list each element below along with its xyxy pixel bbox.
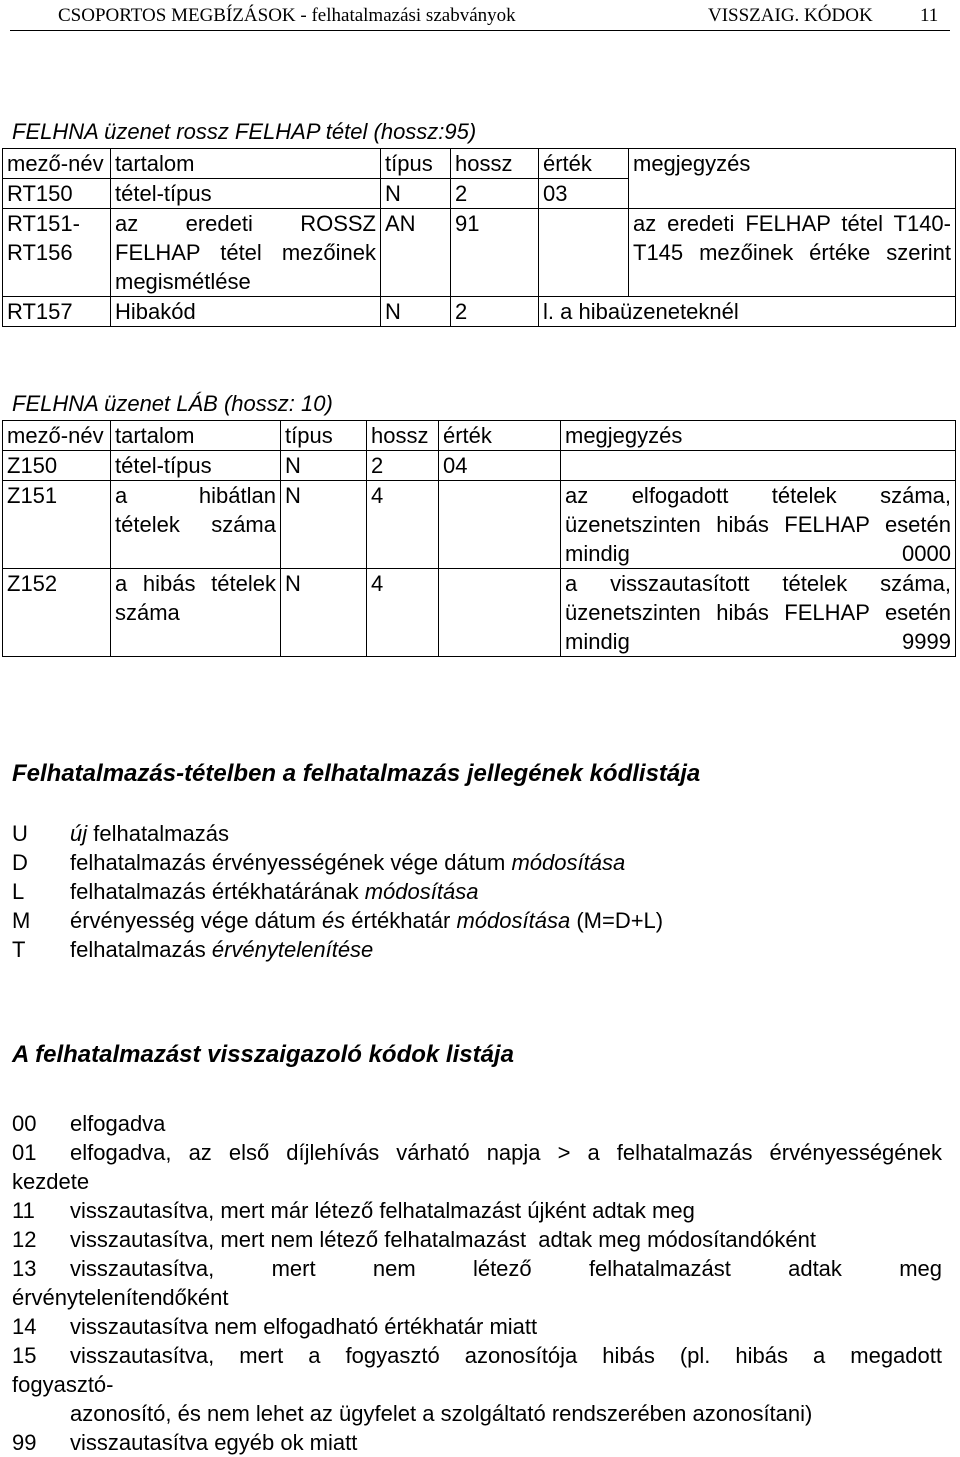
code: 01 — [12, 1140, 37, 1165]
type-code-list — [12, 819, 663, 964]
col-header: megjegyzés — [629, 149, 956, 179]
type-codes-title: Felhatalmazás-tételben a felhatalmazás jellegének kódlistája — [12, 760, 701, 787]
list-item — [12, 1254, 942, 1283]
table2 — [2, 420, 956, 657]
italic-run: módosítása — [364, 879, 479, 904]
table-cell: a hibátlan tételek száma — [111, 481, 281, 569]
list-item — [12, 1109, 942, 1138]
table-cell: N — [281, 451, 367, 481]
table-cell — [561, 451, 956, 481]
table1 — [2, 148, 956, 327]
col-header: mező-név — [3, 149, 111, 179]
table-cell: N — [281, 569, 367, 657]
code: U — [12, 821, 28, 846]
italic-run: új — [70, 821, 88, 846]
table-cell: a hibás tételek száma — [111, 569, 281, 657]
confirm-code-list — [12, 1109, 942, 1457]
table-cell: 2 — [367, 451, 439, 481]
description: visszautasítva, mert már létező felhatalmazást újként adtak meg — [70, 1198, 695, 1223]
col-header: tartalom — [111, 149, 381, 179]
table-cell: N — [381, 179, 451, 209]
header-divider — [10, 30, 950, 31]
code: T — [12, 937, 26, 962]
table-row — [3, 209, 956, 297]
page-number: 11 — [920, 5, 939, 26]
table-cell: tétel-típus — [111, 179, 381, 209]
code: D — [12, 850, 28, 875]
text-run: felhatalmazás — [87, 821, 229, 846]
table-cell: Z151 — [3, 481, 111, 569]
table-cell: az eredeti FELHAP tétel T140-T145 mezőinek értéke szerint — [629, 209, 956, 297]
table-row — [3, 297, 956, 327]
list-item — [12, 935, 663, 964]
text-run: (M=D+L) — [570, 908, 664, 933]
text-run: felhatalmazás érvényességének vége dátum — [70, 850, 512, 875]
description — [70, 819, 229, 848]
table-cell: RT150 — [3, 179, 111, 209]
page-header — [0, 0, 960, 32]
list-item — [12, 819, 663, 848]
code: 11 — [12, 1198, 35, 1223]
col-header: típus — [381, 149, 451, 179]
italic-run: módosítása — [456, 908, 571, 933]
col-header: érték — [439, 421, 561, 451]
description: visszautasítva egyéb ok miatt — [70, 1430, 358, 1455]
list-item — [12, 1312, 942, 1341]
continuation: kezdete — [12, 1169, 90, 1194]
continuation: azonosító, és nem lehet az ügyfelet a szolgáltató rendszerében azonosítani) — [70, 1401, 813, 1426]
code: 15 — [12, 1343, 37, 1368]
table2-title: FELHNA üzenet LÁB (hossz: 10) — [12, 391, 333, 416]
table-cell: 91 — [451, 209, 539, 297]
col-header: tartalom — [111, 421, 281, 451]
description — [70, 877, 478, 906]
code: M — [12, 908, 31, 933]
col-header: típus — [281, 421, 367, 451]
code: L — [12, 879, 25, 904]
header-section: VISSZAIG. KÓDOK — [708, 5, 873, 26]
code: 00 — [12, 1111, 37, 1136]
text-run: felhatalmazás — [70, 937, 212, 962]
text-run: felhatalmazás értékhatárának — [70, 879, 365, 904]
table-cell: RT157 — [3, 297, 111, 327]
list-item — [12, 848, 663, 877]
table-row — [3, 451, 956, 481]
description: visszautasítva, mert nem létező felhatalmazást adtak meg módosítandóként — [70, 1227, 816, 1252]
table-row — [3, 179, 956, 209]
description: visszautasítva, mert a fogyasztó azonosítója hibás (pl. hibás a megadott — [70, 1343, 942, 1368]
col-header: hossz — [367, 421, 439, 451]
table-cell: N — [281, 481, 367, 569]
col-header: mező-név — [3, 421, 111, 451]
table-cell: 4 — [367, 569, 439, 657]
table-cell: Z152 — [3, 569, 111, 657]
text-run: értékhatár — [345, 908, 457, 933]
col-header: megjegyzés — [561, 421, 956, 451]
table-cell — [439, 481, 561, 569]
list-item — [12, 1138, 942, 1167]
table-cell: Hibakód — [111, 297, 381, 327]
table-cell: AN — [381, 209, 451, 297]
description: visszautasítva nem elfogadható értékhatár miatt — [70, 1314, 538, 1339]
code: 12 — [12, 1227, 37, 1252]
table1-title: FELHNA üzenet rossz FELHAP tétel (hossz:95) — [12, 119, 477, 144]
list-item — [12, 1341, 942, 1370]
description: visszautasítva, mert nem létező felhatalmazást adtak meg — [70, 1256, 942, 1281]
code: 99 — [12, 1430, 37, 1455]
header-title: CSOPORTOS MEGBÍZÁSOK - felhatalmazási szabványok — [58, 5, 516, 26]
description — [70, 935, 373, 964]
code: 14 — [12, 1314, 37, 1339]
col-header: hossz — [451, 149, 539, 179]
table-row — [3, 481, 956, 569]
table-cell: az eredeti ROSSZ FELHAP tétel mezőinek megismétlése — [111, 209, 381, 297]
table-cell: 04 — [439, 451, 561, 481]
list-item — [12, 906, 663, 935]
table-cell: l. a hibaüzeneteknél — [539, 297, 956, 327]
list-item — [12, 877, 663, 906]
table-cell — [629, 179, 956, 209]
table-row — [3, 569, 956, 657]
code: 13 — [12, 1256, 37, 1281]
table-cell: a visszautasított tételek száma, üzenetszinten hibás FELHAP esetén mindig 9999 — [561, 569, 956, 657]
table-cell: N — [381, 297, 451, 327]
italic-run: módosítása — [511, 850, 626, 875]
description — [70, 848, 625, 877]
list-item — [12, 1225, 942, 1254]
table-cell: RT151-RT156 — [3, 209, 111, 297]
description — [70, 906, 663, 935]
continuation: érvénytelenítendőként — [12, 1285, 229, 1310]
table2-header-row — [3, 421, 956, 451]
description: elfogadva, az első díjlehívás várható napja > a felhatalmazás érvényességének — [70, 1140, 942, 1165]
col-header: érték — [539, 149, 629, 179]
list-item — [12, 1428, 942, 1457]
italic-run: és — [321, 908, 346, 933]
table-cell: az elfogadott tételek száma, üzenetszinten hibás FELHAP esetén mindig 0000 — [561, 481, 956, 569]
table-cell: 03 — [539, 179, 629, 209]
text-run: érvényesség vége dátum — [70, 908, 322, 933]
confirm-codes-title: A felhatalmazást visszaigazoló kódok listája — [12, 1041, 514, 1068]
table-cell: 4 — [367, 481, 439, 569]
table-cell: tétel-típus — [111, 451, 281, 481]
table1-header-row — [3, 149, 956, 179]
table-cell: 2 — [451, 297, 539, 327]
table-cell: 2 — [451, 179, 539, 209]
table-cell — [539, 209, 629, 297]
table-cell — [439, 569, 561, 657]
description: elfogadva — [70, 1111, 166, 1136]
italic-run: érvénytelenítése — [211, 937, 374, 962]
list-item — [12, 1196, 942, 1225]
continuation: fogyasztó- — [12, 1372, 114, 1397]
table-cell: Z150 — [3, 451, 111, 481]
